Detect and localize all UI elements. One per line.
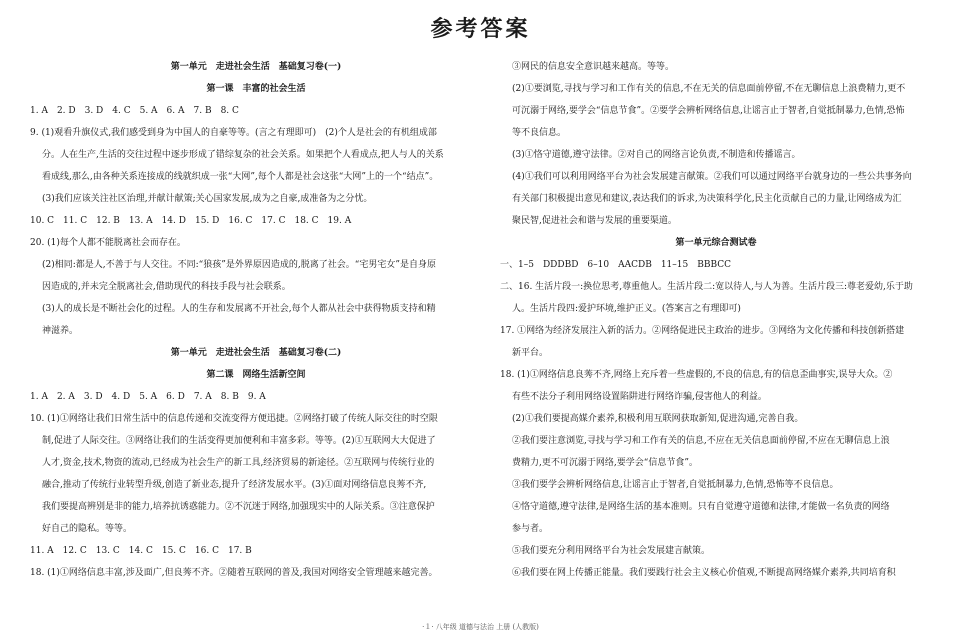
answer-line: 1. A 2. A 3. D 4. D 5. A 6. D 7. A 8. B 9. A: [30, 392, 266, 402]
left-column: [30, 56, 482, 584]
answer-line: 有些不法分子利用网络设置陷阱进行网络诈骗,侵害他人的利益。: [512, 392, 767, 402]
answer-line: (2)相同:都是人,不善于与人交往。不同:“狼孩”是外界原因造成的,脱离了社会。“宅男宅女”是自身原: [42, 260, 436, 270]
answer-line: 等不良信息。: [512, 128, 567, 138]
answer-line: 聚民智,促进社会和谐与发展的重要渠道。: [512, 216, 677, 226]
answer-line: 分。人在生产,生活的交往过程中逐步形成了错综复杂的社会关系。如果把个人看成点,把人与人的关系: [42, 150, 444, 160]
page-title: 参考答案: [430, 16, 531, 42]
answer-line: ③网民的信息安全意识越来越高。等等。: [512, 62, 675, 72]
answer-line: 18. (1)①网络信息良莠不齐,网络上充斥着一些虚假的,不良的信息,有的信息歪曲事实,误导大众。②: [500, 370, 893, 380]
answer-line: ②我们要注意浏览,寻找与学习和工作有关的信息,不应在无关信息面前停留,不应在无聊信息上浪: [512, 436, 890, 446]
answer-line: 18. (1)①网络信息丰富,涉及面广,但良莠不齐。②随着互联网的普及,我国对网络安全管理越来越完善。: [30, 568, 438, 578]
section-heading: 第一课 丰富的社会生活: [206, 84, 306, 94]
answer-line: ⑥我们要在网上传播正能量。我们要践行社会主义核心价值观,不断提高网络媒介素养,共同培育积: [512, 568, 896, 578]
answer-line: (3)我们应该关注社区治理,并献计献策;关心国家发展,成为之自豪,成准备为之分忧。: [42, 194, 373, 204]
answer-line: 9. (1)观看升旗仪式,我们感受到身为中国人的自豪等等。(言之有理即可) (2)个人是社会的有机组成部: [30, 128, 437, 138]
answer-line: ⑤我们要充分利用网络平台为社会发展建言献策。: [512, 546, 711, 556]
answer-line: 有关部门积极提出意见和建议,表达我们的诉求,为决策科学化,民主化贡献自己的力量,让网络成为汇: [512, 194, 902, 204]
answer-line: 我们要提高辨别是非的能力,培养抗诱惑能力。②不沉迷于网络,加强现实中的人际关系。③注意保护: [42, 502, 435, 512]
answer-line: 参与者。: [512, 524, 549, 534]
answer-line: (4)①我们可以利用网络平台为社会发展建言献策。②我们可以通过网络平台就身边的一些公共事务向: [512, 172, 912, 182]
page-footer: ·１· 八年级 道德与法治 上册 (人教版): [422, 623, 539, 631]
answer-line: 一、1–5 DDDBD 6–10 AACDB 11–15 BBBCC: [500, 260, 732, 270]
answer-line: ④恪守道德,遵守法律,是网络生活的基本准则。只有自觉遵守道德和法律,才能做一名负责的网络: [512, 502, 890, 512]
answer-line: 10. (1)①网络让我们日常生活中的信息传递和交流变得方便迅捷。②网络打破了传统人际交往的时空限: [30, 414, 438, 424]
answer-line: 二、16. 生活片段一:换位思考,尊重他人。生活片段二:宽以待人,与人为善。生活片段三:尊老爱幼,乐于助: [500, 282, 913, 292]
answer-line: 10. C 11. C 12. B 13. A 14. D 15. D 16. C 17. C 18. C 19. A: [30, 216, 352, 226]
right-column: [500, 56, 932, 584]
answer-line: 费精力,更不可沉溺于网络,要学会“信息节食”。: [512, 458, 698, 468]
section-heading: 第二课 网络生活新空间: [206, 370, 306, 380]
answer-line: 人才,资金,技术,物资的流动,已经成为社会生产的新工具,经济贸易的新途径。②互联网与传统行业的: [42, 458, 435, 468]
section-heading: 第一单元 走进社会生活 基础复习卷(二): [170, 348, 342, 358]
section-heading: 第一单元综合测试卷: [675, 238, 757, 248]
answer-line: 11. A 12. C 13. C 14. C 15. C 16. C 17. B: [30, 546, 252, 556]
answer-line: 人。生活片段四:爱护环境,维护正义。(答案言之有理即可): [512, 304, 741, 314]
answer-line: 可沉溺于网络,要学会“信息节食”。②要学会辨析网络信息,让谣言止于智者,自觉抵制暴力,色情,恐怖: [512, 106, 905, 116]
answer-line: (2)①要浏览,寻找与学习和工作有关的信息,不在无关的信息面前停留,不在无聊信息上浪费精力,更不: [512, 84, 906, 94]
answer-line: 制,促进了人际交往。③网络让我们的生活变得更加便利和丰富多彩。等等。(2)①互联网大大促进了: [42, 436, 436, 446]
answer-line: 融合,推动了传统行业转型升级,创造了新业态,提升了经济发展水平。(3)①面对网络信息良莠不齐,: [42, 480, 427, 490]
answer-line: 因造成的,并未完全脱离社会,借助现代的科技手段与社会联系。: [42, 282, 291, 292]
answer-line: (3)人的成长是不断社会化的过程。人的生存和发展离不开社会,每个人都从社会中获得物质支持和精: [42, 304, 436, 314]
answer-line: 神滋养。: [42, 326, 79, 336]
answer-line: 17. ①网络为经济发展注入新的活力。②网络促进民主政治的进步。③网络为文化传播和科技创新搭建: [500, 326, 905, 336]
section-heading: 第一单元 走进社会生活 基础复习卷(一): [170, 62, 342, 72]
answer-line: 好自己的隐私。等等。: [42, 524, 133, 534]
answer-line: 20. (1)每个人都不能脱离社会而存在。: [30, 238, 186, 248]
answer-line: 看成线,那么,由各种关系连接成的线就织成一张“大网”,每个人都是社会这张“大网”上的一个“结点”。: [42, 172, 439, 182]
answer-line: 新平台。: [512, 348, 549, 358]
answer-line: (3)①恪守道德,遵守法律。②对自己的网络言论负责,不制造和传播谣言。: [512, 150, 801, 160]
answer-line: ③我们要学会辨析网络信息,让谣言止于智者,自觉抵制暴力,色情,恐怖等不良信息。: [512, 480, 839, 490]
answer-line: (2)①我们要提高媒介素养,积极利用互联网获取新知,促进沟通,完善自我。: [512, 414, 804, 424]
answer-line: 1. A 2. D 3. D 4. C 5. A 6. A 7. B 8. C: [30, 106, 239, 116]
